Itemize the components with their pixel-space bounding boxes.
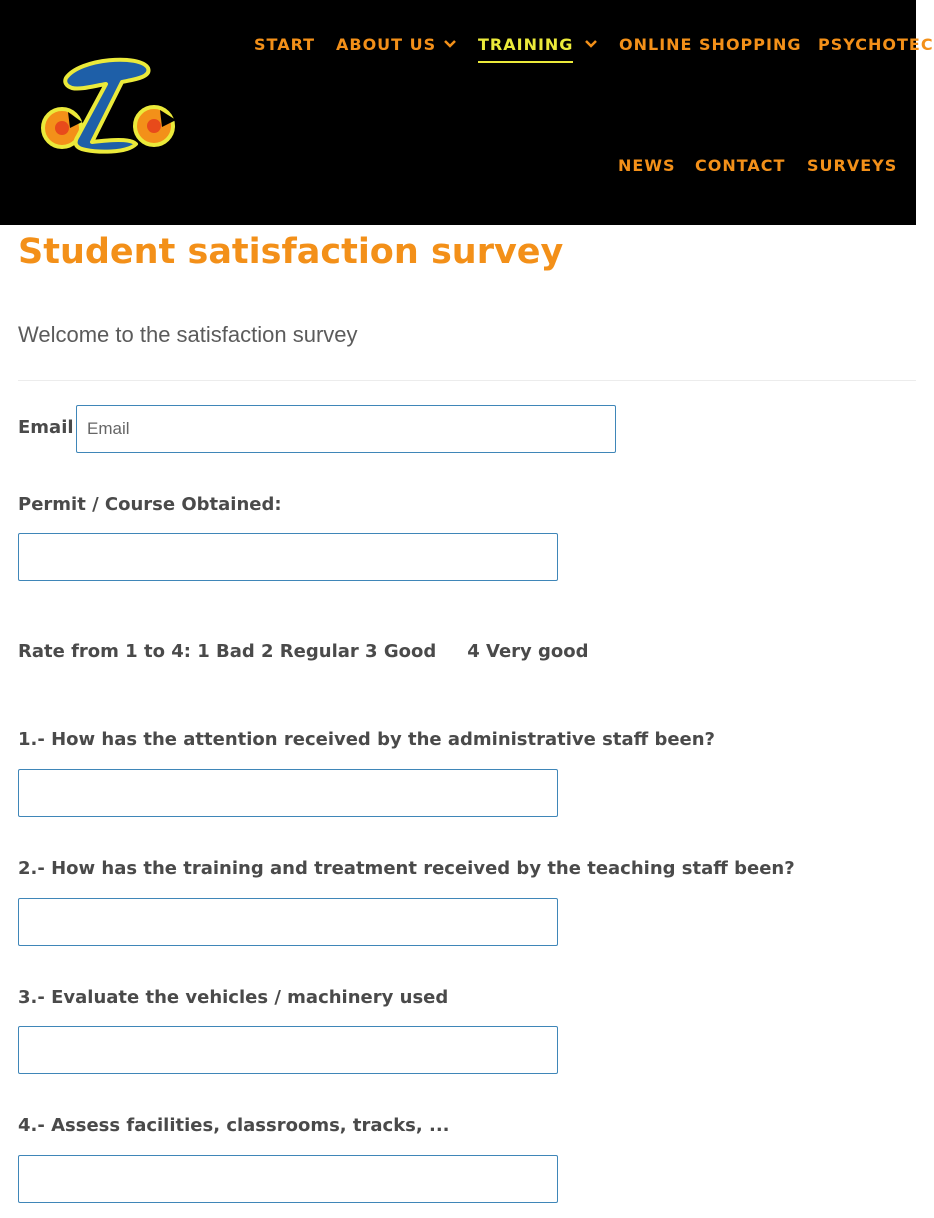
nav-item-psychotec[interactable]: PSYCHOTEC	[818, 35, 934, 54]
chevron-down-icon[interactable]	[444, 40, 456, 48]
nav-item-training[interactable]	[478, 35, 573, 54]
permit-label: Permit / Course Obtained:	[18, 494, 282, 515]
nav-item-surveys[interactable]: SURVEYS	[807, 156, 898, 175]
email-field[interactable]	[76, 405, 616, 453]
email-label: Email	[18, 417, 74, 438]
active-underline	[478, 61, 573, 63]
question-4-field[interactable]	[18, 1155, 558, 1203]
welcome-text: Welcome to the satisfaction survey	[18, 322, 358, 347]
question-3-label: 3.- Evaluate the vehicles / machinery used	[18, 987, 449, 1008]
cezeta-logo[interactable]	[30, 50, 190, 160]
nav-item-start[interactable]: START	[254, 35, 316, 54]
question-2-label: 2.- How has the training and treatment received by the teaching staff been?	[18, 858, 795, 879]
rating-note	[18, 641, 589, 662]
nav-item-online-shopping[interactable]: ONLINE SHOPPING	[619, 35, 802, 54]
question-3-field[interactable]	[18, 1026, 558, 1074]
question-1-field[interactable]	[18, 769, 558, 817]
question-1-label: 1.- How has the attention received by the administrative staff been?	[18, 729, 715, 750]
site-header	[0, 0, 934, 225]
nav-item-news[interactable]: NEWS	[618, 156, 676, 175]
page-title: Student satisfaction survey	[18, 232, 564, 272]
nav-item-contact[interactable]: CONTACT	[695, 156, 786, 175]
rating-note-part-1: Rate from 1 to 4: 1 Bad 2 Regular 3 Good	[18, 641, 437, 662]
nav-item-about-us[interactable]: ABOUT US	[336, 35, 437, 54]
question-4-label: 4.- Assess facilities, classrooms, tracks, ...	[18, 1115, 450, 1136]
chevron-down-icon[interactable]	[585, 40, 597, 48]
divider	[18, 380, 916, 381]
permit-course-field[interactable]	[18, 533, 558, 581]
rating-note-part-2: 4 Very good	[467, 641, 589, 662]
nav-item-training-label: TRAINING	[478, 35, 574, 54]
question-2-field[interactable]	[18, 898, 558, 946]
